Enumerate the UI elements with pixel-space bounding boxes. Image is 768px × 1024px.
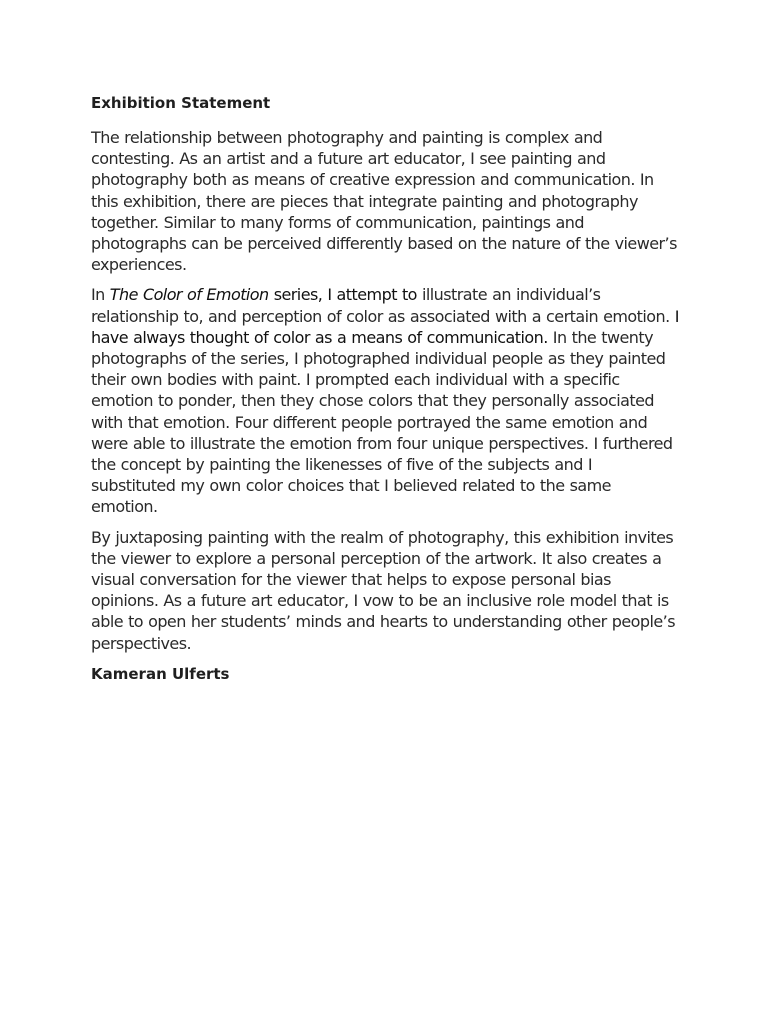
statement-body [91,92,681,685]
paragraph-series-color-thought: I have always thought of color as a means of communication. [91,306,679,347]
paragraph-series [91,284,681,517]
paragraph-series-lead: In [91,285,110,305]
author-name: Kameran Ulferts [91,664,230,683]
paragraph-conclusion: By juxtaposing painting with the realm of photography, this exhibition invites the viewer to explore a personal perception of the artwork. It also creates a visual conversation for the viewer that helps to expose personal bias opinions. As a future art educator, I vow to be an inclusive role model that is able to open her students’ minds and hearts to understanding other people’s perspectives. [91,527,675,653]
series-title: The Color of Emotion [109,285,269,305]
paragraph-intro: The relationship between photography and painting is complex and contesting. As an artist and a future art educator, I see painting and photography both as means of creative expression and communication. In this exhibition, there are pieces that integrate painting and photography together. Similar to many forms of communication, paintings and photographs can be perceived differently based on the nature of the viewer’s experiences. [91,128,677,275]
paragraph-series-process: In the twenty photographs of the series, I photographed individual people as they painted their own bodies with paint. I prompted each individual with a specific emotion to ponder, then they chose colors that they personally associated with that emotion. Four different people portrayed the same emotion and were able to illustrate the emotion from four unique perspectives. I furthered the concept by painting the likenesses of five of the subjects and I substituted my own color choices that I believed related to the same emotion. [91,327,673,517]
paragraph-series-illustrate: illustrate an individual’s relationship to, and perception of color as associated with a certain emotion. [91,285,675,326]
statement-title: Exhibition Statement [91,94,271,112]
paragraph-series-attempt: series, I attempt to [268,285,422,305]
